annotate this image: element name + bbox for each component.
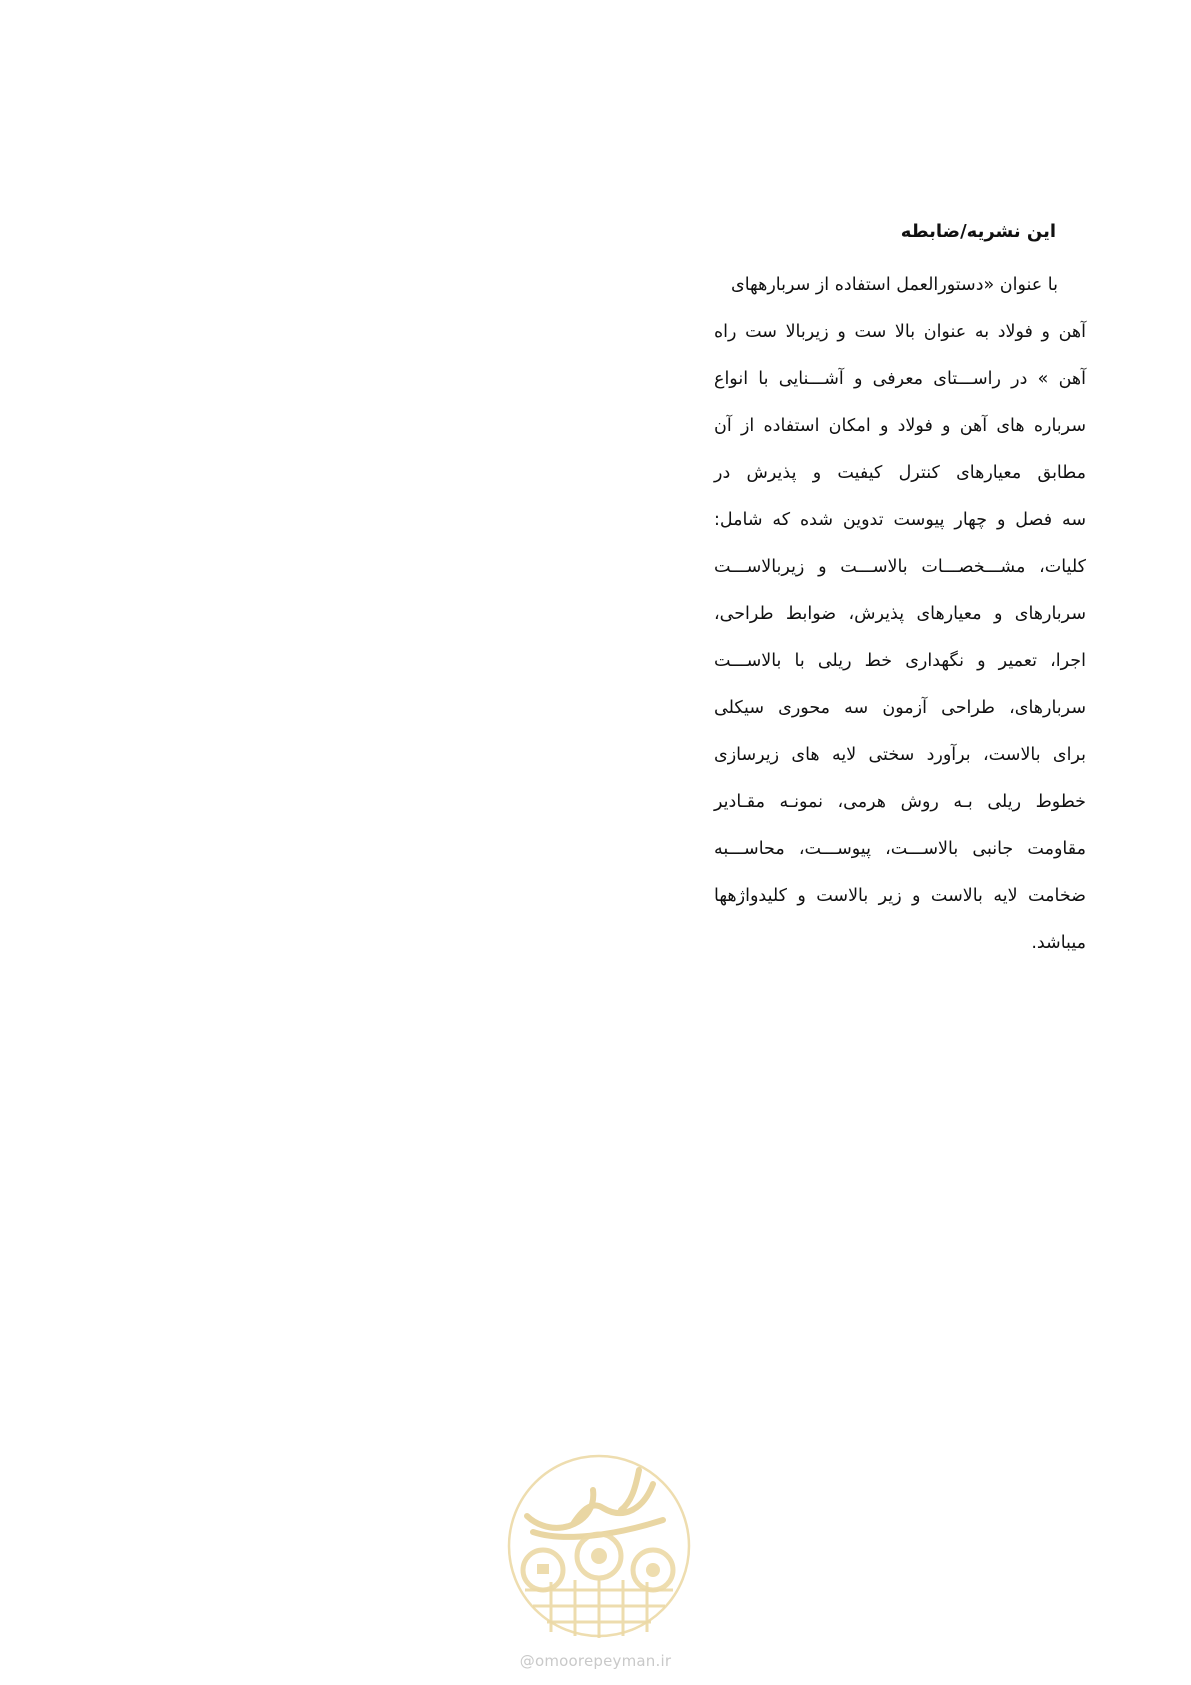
section-heading: این نشریه/ضابطه <box>900 221 1056 242</box>
paragraph-line: برای بالاست، برآورد سختی لایه های زیرسازی <box>714 745 1086 765</box>
paragraph-line: کلیات، مشـــخصـــات بالاســـت و زیربالاســـت <box>714 557 1086 577</box>
paragraph-line: با عنوان «دستورالعمل استفاده از سربارههای <box>731 275 1058 295</box>
paragraph-line: سه فصل و چهار پیوست تدوین شده که شامل: <box>714 510 1086 530</box>
paragraph-line: مطابق معیارهای کنترل کیفیت و پذیرش در <box>714 463 1086 483</box>
paragraph-line: آهن » در راســـتای معرفی و آشـــنایی با انواع <box>714 369 1086 389</box>
paragraph-line: آهن و فولاد به عنوان بالا ست و زیربالا ست راه <box>714 322 1086 342</box>
text-column <box>714 212 1086 967</box>
paragraph-line: میباشد. <box>1031 933 1086 953</box>
paragraph-line: اجرا، تعمیر و نگهداری خط ریلی با بالاســـت <box>714 651 1086 671</box>
paragraph-line: خطوط ریلی بـه روش هرمی، نمونـه مقـادیر <box>714 792 1086 812</box>
paragraph-line: سرباره های آهن و فولاد و امکان استفاده از آن <box>714 416 1086 436</box>
watermark-logo <box>503 1450 695 1642</box>
paragraph-line: ضخامت لایه بالاست و زیر بالاست و کلیدواژهها <box>714 886 1086 906</box>
paragraph-line: مقاومت جانبی بالاســـت، پیوســـت، محاســـبه <box>714 839 1086 859</box>
paragraph-line: سربارهای و معیارهای پذیرش، ضوابط طراحی، <box>714 604 1086 624</box>
watermark-url: @omoorepeyman.ir <box>519 1652 672 1670</box>
paragraph-line: سربارهای، طراحی آزمون سه محوری سیکلی <box>714 698 1086 718</box>
